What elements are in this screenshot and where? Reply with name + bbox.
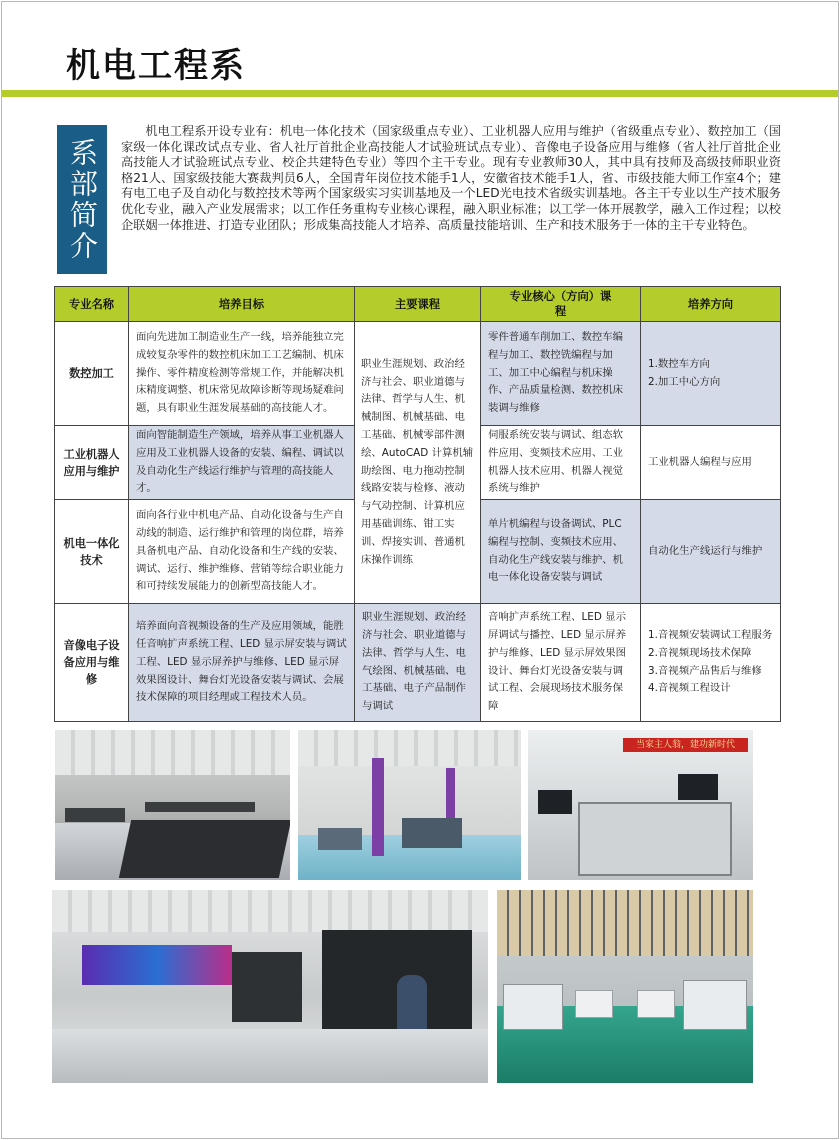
header-main-courses: 主要课程: [355, 287, 481, 322]
photo-ceiling: [298, 730, 521, 766]
photo-desk: [145, 802, 255, 812]
photo-cnc-machine: [575, 990, 613, 1018]
direction-line: 工业机器人编程与应用: [648, 455, 752, 468]
page-title: 机电工程系: [66, 46, 246, 86]
photo-cnc-machine: [683, 980, 747, 1030]
program-table: [54, 286, 781, 722]
direction-cell: [641, 322, 781, 426]
core-courses-cell: 音响扩声系统工程、LED 显示屏调试与播控、LED 显示屏养护与维修、LED 显示屏效果图设计、舞台灯光设备安装与调试工程、会展现场技术服务保障: [481, 604, 641, 722]
header-direction: 培养方向: [641, 287, 781, 322]
photo-audio-lab: [55, 730, 290, 880]
table-header-row: [55, 287, 781, 322]
intro-paragraph: 机电工程系开设专业有：机电一体化技术（国家级重点专业）、工业机器人应用与维护（省级重点专业）、数控加工（国家级一体化课改试点专业、省人社厅首批企业高技能人才试验班试点专业）、音像电子设备应用与维修（省人社厅首批企业高技能人才试验班试点专业、校企共建特色专业）等四个主干专业。现有专业教师30人，其中具有技师及高级技师职业资格21人、国家级技能大赛裁判员6人，全国青年岗位技术能手1人，安徽省技术能手1人，省、市级技能大师工作室4个；建有电工电子及自动化与数控技术等两个国家级实习实训基地及一个LED光电技术省级实训基地。各主干专业以生产技术服务优化专业，融入产业发展需求；以工作任务重构专业核心课程，融入职业标准；以工学一体开展教学，融入工作过程；以校企联姻一体推进、打造专业团队；形成集高技能人才培养、高质量技能培训、生产和技术服务于一体的主干专业特色。: [121, 124, 781, 232]
photo-ceiling: [52, 890, 488, 932]
photo-led-panel-rack: [232, 952, 302, 1022]
photo-workbench: [318, 828, 362, 850]
photo-banner: 当家主人翁，建功新时代: [623, 738, 748, 752]
major-name-cell: 工业机器人应用与维护: [55, 426, 129, 500]
photo-ceiling: [55, 730, 290, 775]
photo-cnc-workshop: [497, 890, 753, 1083]
core-courses-cell: 单片机编程与设备调试、PLC 编程与控制、变频技术应用、自动化生产线安装与维护、机电一体化设备安装与调试: [481, 500, 641, 604]
training-goal-cell: 面向先进加工制造业生产一线，培养能独立完成较复杂零件的数控机床加工工艺编制、机床操作、零件精度检测等常规工作，并能解决机床精度调整、机床常见故障诊断等现场疑难问题，具有职业生涯发展基础的高技能人才。: [129, 322, 355, 426]
major-name-cell: 音像电子设备应用与维修: [55, 604, 129, 722]
direction-line: 3.音视频产品售后与维修: [648, 664, 762, 677]
photo-workbench: [402, 818, 462, 848]
major-name-cell: 机电一体化技术: [55, 500, 129, 604]
photo-desk: [65, 808, 125, 822]
header-major-name: 专业名称: [55, 287, 129, 322]
title-underline: [2, 90, 838, 97]
photo-mixing-console: [119, 820, 290, 878]
section-tab-label: 系部简介: [66, 137, 99, 262]
direction-line: 自动化生产线运行与维护: [648, 544, 763, 557]
direction-cell: [641, 604, 781, 722]
main-courses-cell: 职业生涯规划、政治经济与社会、职业道德与法律、哲学与人生、机械制图、机械基础、电工基础、机械零部件测绘、AutoCAD 计算机辅助绘图、电力拖动控制线路安装与检修、液动与气动控制、计算机应用基础训练、钳工实训、焊接实训、普通机床操作训练: [355, 322, 481, 604]
core-courses-cell: 伺服系统安装与调试、组态软件应用、变频技术应用、工业机器人技术应用、机器人视觉系统与维护: [481, 426, 641, 500]
photo-cnc-machine: [503, 984, 563, 1030]
training-goal-cell: 培养面向音视频设备的生产及应用领域，能胜任音响扩声系统工程、LED 显示屏安装与调试工程、LED 显示屏养护与维修、LED 显示屏效果图设计、舞台灯光设备安装与调试、会展技术保障的项目经理或工程技术人员。: [129, 604, 355, 722]
photo-monitor: [538, 790, 572, 814]
main-courses-cell: 职业生涯规划、政治经济与社会、职业道德与法律、哲学与人生、电气绘图、机械基础、电工基础、电子产品制作与调试: [355, 604, 481, 722]
photo-automation-station: [578, 802, 732, 876]
photo-automation-lab: [528, 730, 753, 880]
section-tab: [57, 125, 107, 274]
photo-ceiling: [497, 890, 753, 956]
photo-floor: [52, 1029, 488, 1083]
training-goal-cell: 面向智能制造生产领域，培养从事工业机器人应用及工业机器人设备的安装、编程、调试以及自动化生产线运行维护与管理的高技能人才。: [129, 426, 355, 500]
direction-cell: [641, 500, 781, 604]
table-row: [55, 604, 781, 722]
core-courses-cell: 零件普通车削加工、数控车编程与加工、数控铣编程与加工、加工中心编程与机床操作、产品质量检测、数控机床装调与维修: [481, 322, 641, 426]
training-goal-cell: 面向各行业中机电产品、自动化设备与生产自动线的制造、运行维护和管理的岗位群，培养具备机电产品、自动化设备和生产线的安装、调试、运行、维护维修、营销等综合职业能力和可持续发展能力的创新型高技能人才。: [129, 500, 355, 604]
photo-training-hall: [298, 730, 521, 880]
direction-cell: [641, 426, 781, 500]
direction-line: 2.音视频现场技术保障: [648, 646, 752, 659]
photo-cnc-machine: [637, 990, 675, 1018]
direction-line: 1.音视频安装调试工程服务: [648, 629, 773, 642]
photo-led-screen: [82, 945, 232, 985]
photo-monitor: [678, 774, 718, 800]
photo-led-lab: [52, 890, 488, 1083]
photo-column: [372, 758, 384, 856]
direction-line: 2.加工中心方向: [648, 375, 721, 388]
major-name-cell: 数控加工: [55, 322, 129, 426]
direction-line: 1.数控车方向: [648, 357, 710, 370]
header-core-courses: 专业核心（方向）课程: [481, 287, 641, 322]
direction-line: 4.音视频工程设计: [648, 682, 731, 695]
table-row: [55, 322, 781, 426]
header-training-goal: 培养目标: [129, 287, 355, 322]
